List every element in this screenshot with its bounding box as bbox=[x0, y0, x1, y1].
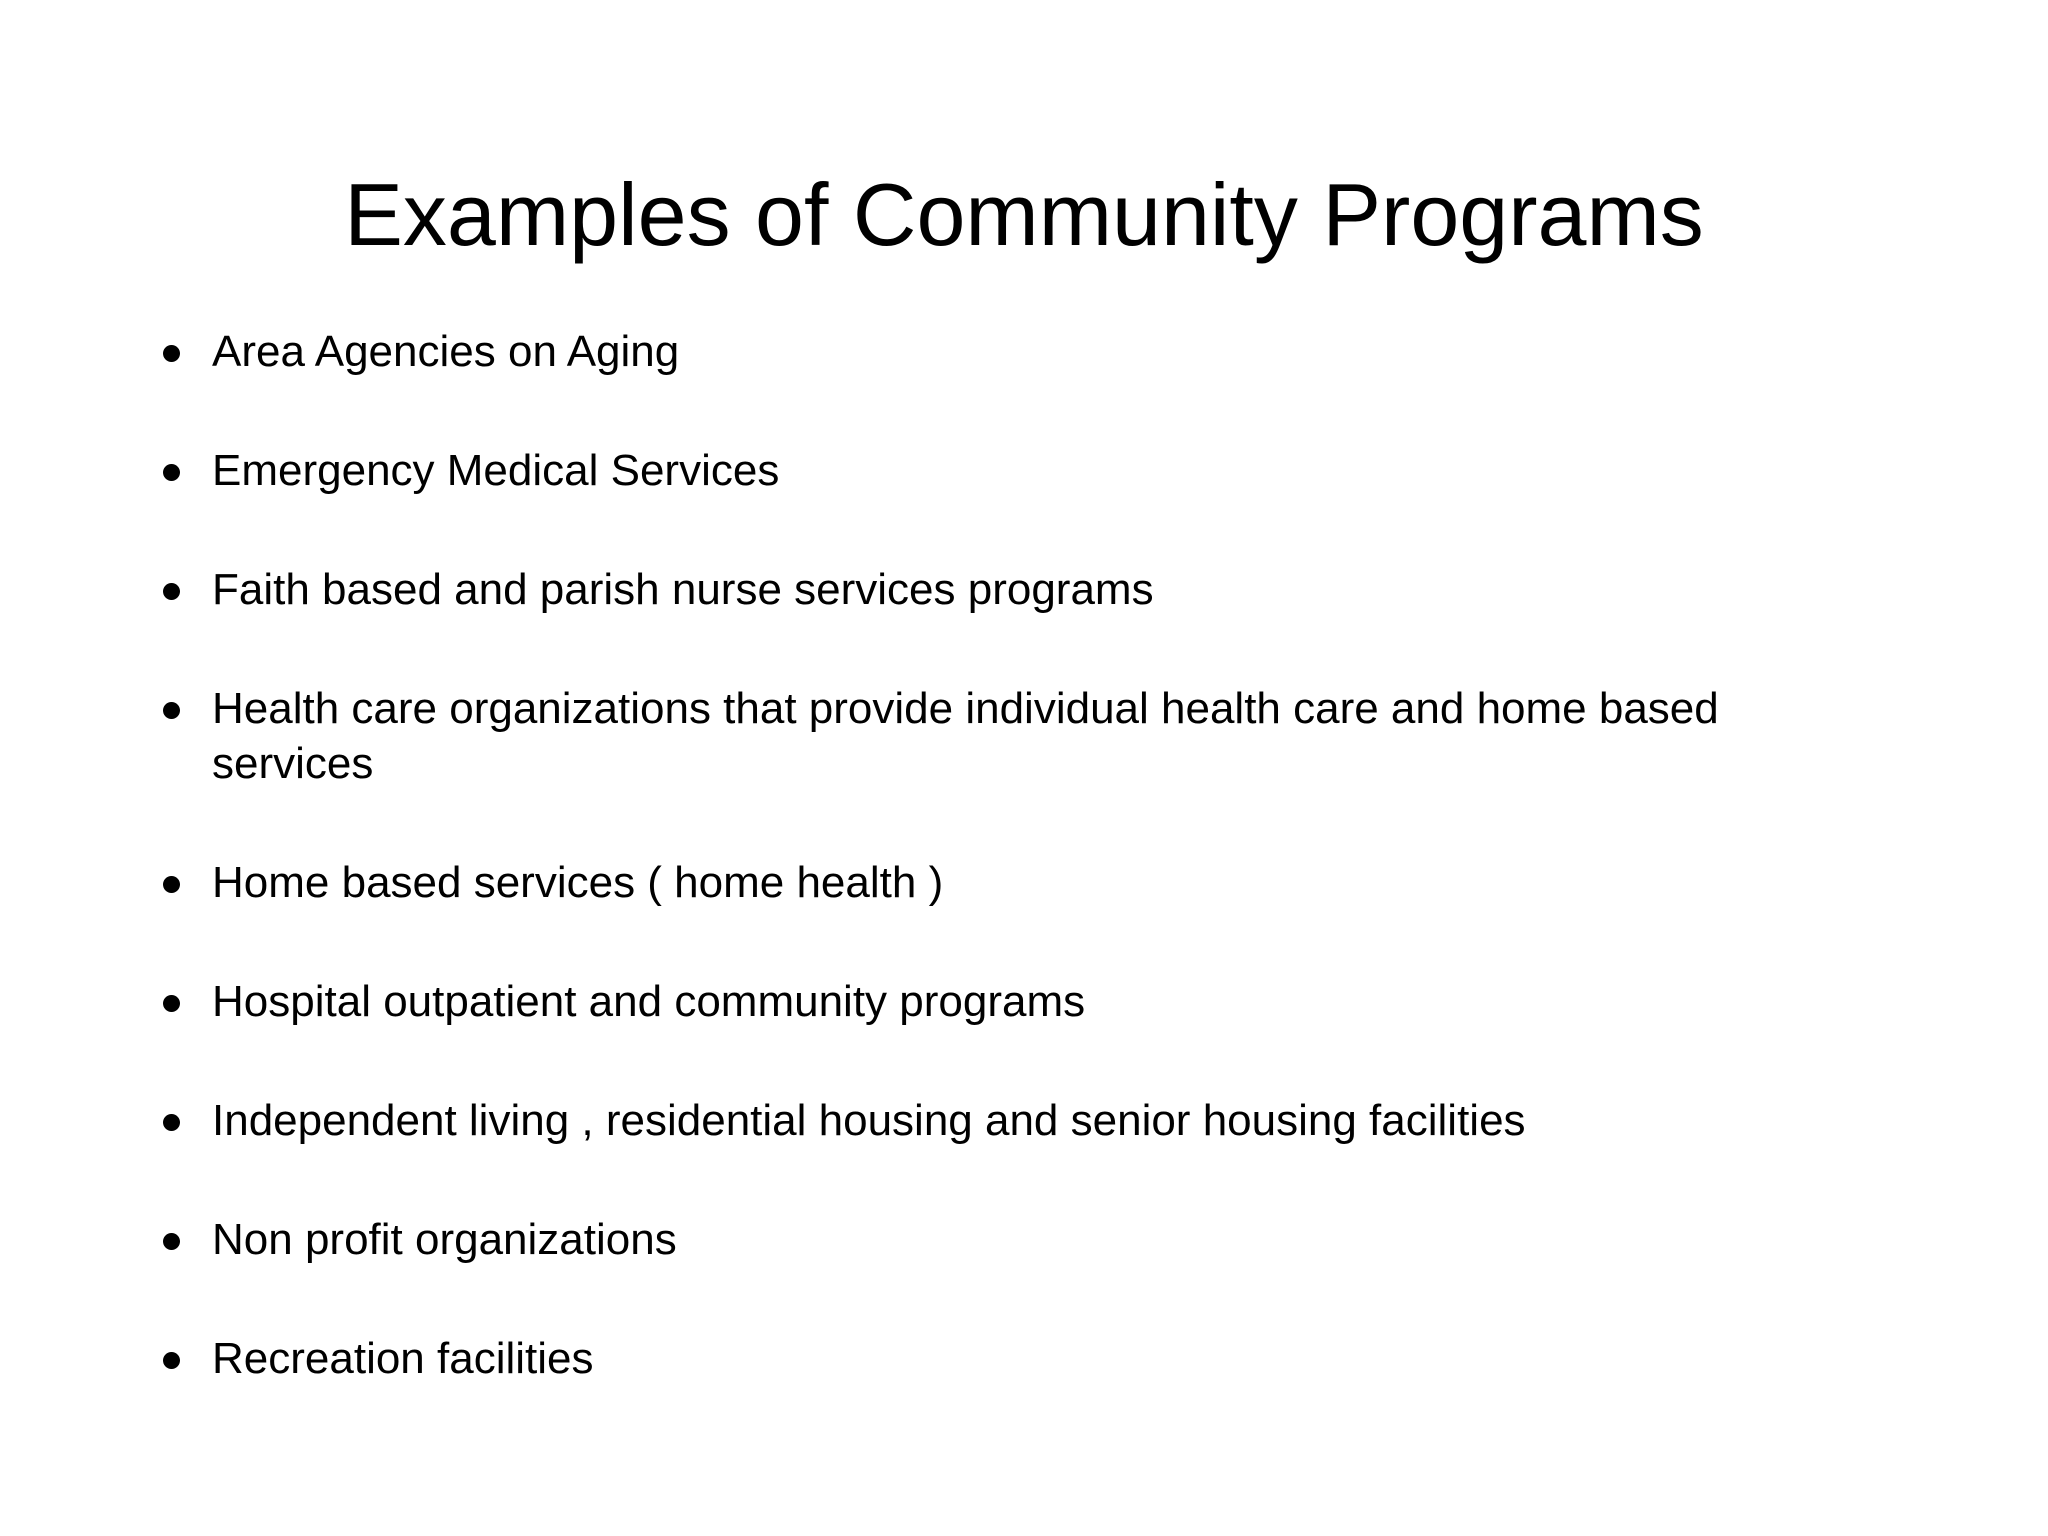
bullet-icon bbox=[163, 995, 183, 1015]
bullet-text: Hospital outpatient and community programs bbox=[212, 977, 1086, 1026]
bullet-icon bbox=[163, 583, 183, 603]
bullet-icon bbox=[163, 876, 183, 896]
bullet-icon bbox=[163, 1114, 183, 1134]
slide-title: Examples of Community Programs bbox=[344, 165, 1704, 264]
bullet-icon bbox=[163, 345, 183, 365]
bullet-text: Non profit organizations bbox=[212, 1215, 677, 1264]
bullet-text: Independent living , residential housing and senior housing facilities bbox=[212, 1096, 1526, 1145]
bullet-text: Home based services ( home health ) bbox=[212, 858, 944, 907]
bullet-text: Recreation facilities bbox=[212, 1334, 594, 1383]
bullet-text: Health care organizations that provide individual health care and home based services bbox=[212, 684, 1719, 788]
bullet-icon bbox=[163, 1233, 183, 1253]
bullet-icon bbox=[163, 464, 183, 484]
bullet-text: Emergency Medical Services bbox=[212, 446, 780, 495]
bullet-icon bbox=[163, 702, 183, 722]
bullet-icon bbox=[163, 1352, 183, 1372]
bullet-text: Area Agencies on Aging bbox=[212, 327, 680, 376]
bullet-text: Faith based and parish nurse services programs bbox=[212, 565, 1154, 614]
